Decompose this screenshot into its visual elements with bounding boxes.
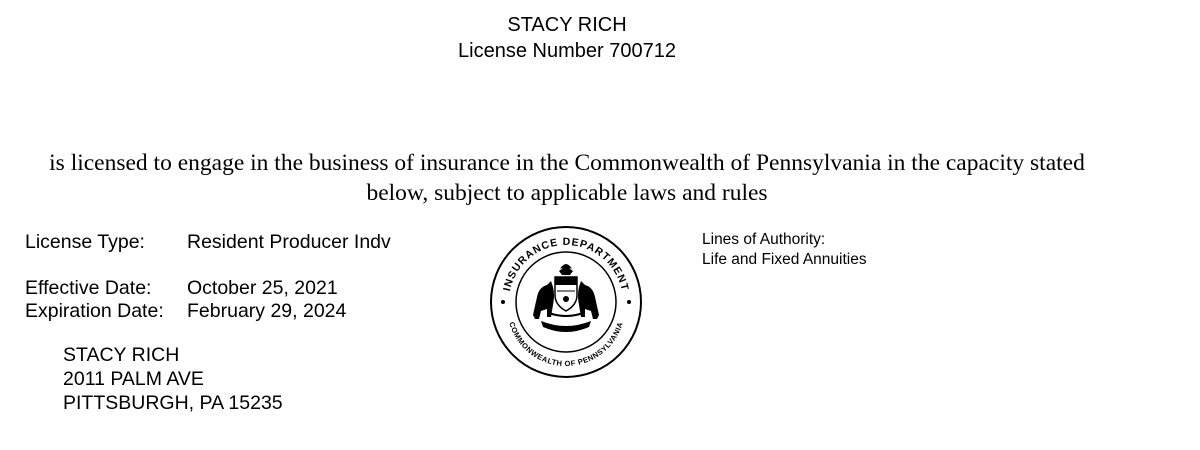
coat-of-arms-icon: [533, 264, 599, 332]
lines-of-authority: [702, 230, 867, 270]
seal-bottom-text: COMMONWEALTH OF PENNSYLVANIA: [507, 320, 625, 369]
license-number: License Number 700712: [458, 40, 676, 62]
expiration-date-value: February 29, 2024: [187, 300, 347, 322]
insurance-department-seal: [489, 225, 643, 379]
license-statement: is licensed to engage in the business of insurance in the Commonwealth of Pennsylvania in the capacity stated below, subject to applicable laws and rules: [49, 150, 1085, 206]
license-header: [0, 12, 1134, 64]
effective-date-row: [25, 277, 445, 300]
license-type-row: [25, 231, 445, 254]
authority-value: Life and Fixed Annuities: [702, 251, 867, 268]
license-type-value: Resident Producer Indv: [187, 231, 391, 253]
effective-date-label: Effective Date:: [25, 277, 152, 299]
seal-top-text: INSURANCE DEPARTMENT: [501, 235, 631, 293]
address-city-state-zip: PITTSBURGH, PA 15235: [63, 392, 283, 414]
authority-label: Lines of Authority:: [702, 231, 826, 248]
license-type-label: License Type:: [25, 231, 145, 253]
address-street: 2011 PALM AVE: [63, 368, 204, 390]
address-name: STACY RICH: [63, 344, 180, 366]
licensee-name-heading: STACY RICH: [507, 14, 627, 36]
mailing-address: [63, 343, 283, 415]
expiration-date-row: [25, 300, 445, 323]
expiration-date-label: Expiration Date:: [25, 300, 164, 322]
effective-date-value: October 25, 2021: [187, 277, 338, 299]
